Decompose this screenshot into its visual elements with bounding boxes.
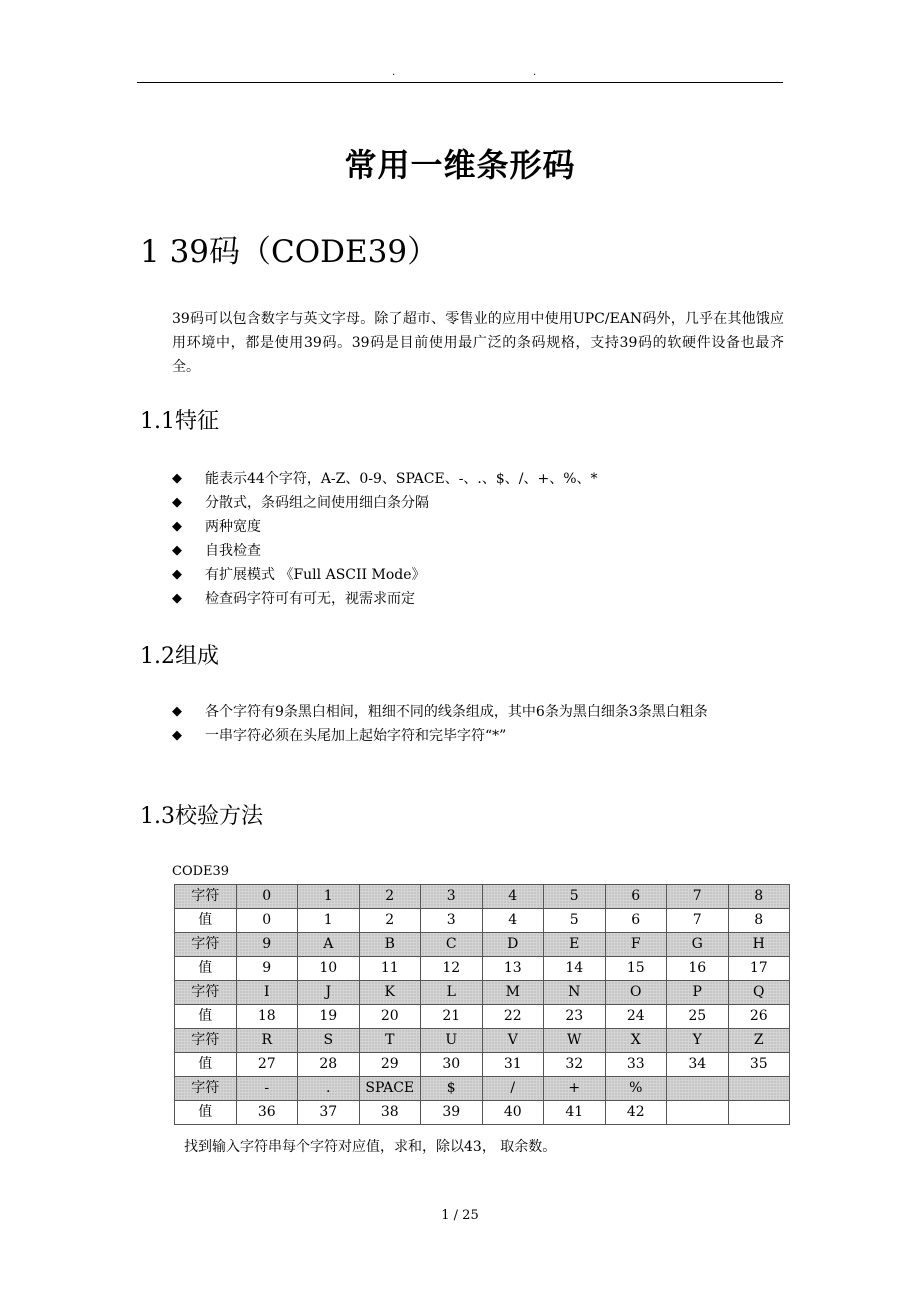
table-cell: 33 xyxy=(605,1053,667,1077)
list-item-text: 自我检查 xyxy=(205,543,261,559)
table-cell: L xyxy=(421,981,483,1005)
table-cell: 13 xyxy=(482,957,544,981)
table-cell: . xyxy=(298,1077,360,1101)
table-cell: 39 xyxy=(421,1101,483,1125)
table-cell: 16 xyxy=(667,957,729,981)
table-cell: + xyxy=(544,1077,606,1101)
list-item-text: 一串字符必须在头尾加上起始字符和完毕字符“*” xyxy=(205,728,507,744)
table-cell: 0 xyxy=(236,885,298,909)
table-cell: N xyxy=(544,981,606,1005)
table-cell: 27 xyxy=(236,1053,298,1077)
header-dot-left: . xyxy=(392,67,396,78)
table-cell: 21 xyxy=(421,1005,483,1029)
list-item-text: 能表示44个字符，A-Z、0-9、SPACE、-、.、$、/、+、%、* xyxy=(205,471,598,487)
table-cell: 7 xyxy=(667,909,729,933)
table-cell: 14 xyxy=(544,957,606,981)
table-row-header: 值 xyxy=(175,957,237,981)
table-row-header: 字符 xyxy=(175,1029,237,1053)
table-cell: 2 xyxy=(359,885,421,909)
table-cell: 3 xyxy=(421,885,483,909)
list-item-text: 各个字符有9条黑白相间，粗细不同的线条组成，其中6条为黑白细条3条黑白粗条 xyxy=(205,704,708,720)
table-cell: 3 xyxy=(421,909,483,933)
table-cell: V xyxy=(482,1029,544,1053)
diamond-bullet-icon: ◆ xyxy=(172,567,182,582)
table-cell: O xyxy=(605,981,667,1005)
table-cell: J xyxy=(298,981,360,1005)
table-row-header: 值 xyxy=(175,909,237,933)
table-cell: Y xyxy=(667,1029,729,1053)
table-cell: 7 xyxy=(667,885,729,909)
list-item-text: 检查码字符可有可无，视需求而定 xyxy=(205,591,415,607)
table-cell: 2 xyxy=(359,909,421,933)
table-cell: 36 xyxy=(236,1101,298,1125)
table-cell: SPACE xyxy=(359,1077,421,1101)
table-cell xyxy=(667,1077,729,1101)
list-item xyxy=(172,491,784,515)
table-cell: 24 xyxy=(605,1005,667,1029)
diamond-bullet-icon: ◆ xyxy=(172,495,182,510)
table-row xyxy=(175,1077,790,1101)
diamond-bullet-icon: ◆ xyxy=(172,519,182,534)
diamond-bullet-icon: ◆ xyxy=(172,471,182,486)
table-cell: X xyxy=(605,1029,667,1053)
table-caption: CODE39 xyxy=(172,864,230,879)
table-row xyxy=(175,1029,790,1053)
table-cell: 35 xyxy=(728,1053,790,1077)
table-cell: 6 xyxy=(605,885,667,909)
table-cell xyxy=(667,1101,729,1125)
table-cell: A xyxy=(298,933,360,957)
list-item-text: 有扩展模式 《Full ASCII Mode》 xyxy=(205,567,426,583)
table-cell: 1 xyxy=(298,885,360,909)
table-row-header: 字符 xyxy=(175,885,237,909)
table-cell: 34 xyxy=(667,1053,729,1077)
table-cell: 4 xyxy=(482,909,544,933)
table-cell: T xyxy=(359,1029,421,1053)
table-cell: 6 xyxy=(605,909,667,933)
list-item xyxy=(172,724,784,748)
diamond-bullet-icon: ◆ xyxy=(172,728,182,743)
table-row-header: 字符 xyxy=(175,1077,237,1101)
page-number: 1 / 25 xyxy=(441,1208,479,1223)
table-cell: - xyxy=(236,1077,298,1101)
table-cell: 12 xyxy=(421,957,483,981)
table-cell: $ xyxy=(421,1077,483,1101)
table-cell: 8 xyxy=(728,885,790,909)
table-cell: 31 xyxy=(482,1053,544,1077)
table-cell: 17 xyxy=(728,957,790,981)
table-row-header: 值 xyxy=(175,1005,237,1029)
table-cell: 8 xyxy=(728,909,790,933)
table-row xyxy=(175,957,790,981)
table-cell: 11 xyxy=(359,957,421,981)
table-cell: 9 xyxy=(236,957,298,981)
table-cell: 5 xyxy=(544,885,606,909)
table-row xyxy=(175,1053,790,1077)
table-cell: E xyxy=(544,933,606,957)
section-heading-composition: 1.2组成 xyxy=(140,644,219,669)
table-cell: 40 xyxy=(482,1101,544,1125)
table-cell: 29 xyxy=(359,1053,421,1077)
code39-value-table xyxy=(174,884,790,1125)
table-row xyxy=(175,1005,790,1029)
table-row xyxy=(175,981,790,1005)
checksum-note: 找到输入字符串每个字符对应值，求和，除以43， 取余数。 xyxy=(184,1139,557,1155)
table-row-header: 字符 xyxy=(175,981,237,1005)
table-cell: / xyxy=(482,1077,544,1101)
table-cell: B xyxy=(359,933,421,957)
table-cell: S xyxy=(298,1029,360,1053)
table-cell: H xyxy=(728,933,790,957)
table-row xyxy=(175,885,790,909)
table-cell: 42 xyxy=(605,1101,667,1125)
table-cell: 22 xyxy=(482,1005,544,1029)
list-item xyxy=(172,587,784,611)
table-cell: 18 xyxy=(236,1005,298,1029)
table-cell: Z xyxy=(728,1029,790,1053)
table-cell: I xyxy=(236,981,298,1005)
table-cell: 41 xyxy=(544,1101,606,1125)
list-item-text: 分散式，条码组之间使用细白条分隔 xyxy=(205,495,429,511)
table-cell: 30 xyxy=(421,1053,483,1077)
intro-paragraph: 39码可以包含数字与英文字母。除了超市、零售业的应用中使用UPC/EAN码外，几乎在其他饿应用环境中，都是使用39码。39码是目前使用最广泛的条码规格，支持39码的软硬件设备也最齐全。 xyxy=(172,311,784,375)
table-cell: 26 xyxy=(728,1005,790,1029)
table-cell: C xyxy=(421,933,483,957)
header-dot-right: . xyxy=(533,67,537,78)
table-cell: 10 xyxy=(298,957,360,981)
composition-list xyxy=(172,700,784,748)
table-cell: 15 xyxy=(605,957,667,981)
table-cell: 0 xyxy=(236,909,298,933)
table-cell: F xyxy=(605,933,667,957)
diamond-bullet-icon: ◆ xyxy=(172,543,182,558)
table-cell: 19 xyxy=(298,1005,360,1029)
table-cell: 28 xyxy=(298,1053,360,1077)
table-cell: K xyxy=(359,981,421,1005)
table-cell: 25 xyxy=(667,1005,729,1029)
table-cell: 4 xyxy=(482,885,544,909)
document-title: 常用一维条形码 xyxy=(344,146,576,184)
table-cell: R xyxy=(236,1029,298,1053)
table-row-header: 值 xyxy=(175,1101,237,1125)
diamond-bullet-icon: ◆ xyxy=(172,591,182,606)
list-item xyxy=(172,700,784,724)
table-cell xyxy=(728,1077,790,1101)
table-row xyxy=(175,933,790,957)
table-cell: 20 xyxy=(359,1005,421,1029)
section-heading-code39: 1 39码（CODE39） xyxy=(140,234,439,270)
table-cell: 37 xyxy=(298,1101,360,1125)
table-row-header: 值 xyxy=(175,1053,237,1077)
table-cell: 1 xyxy=(298,909,360,933)
table-row xyxy=(175,909,790,933)
table-cell: 38 xyxy=(359,1101,421,1125)
table-row xyxy=(175,1101,790,1125)
table-cell: G xyxy=(667,933,729,957)
section-heading-features: 1.1特征 xyxy=(140,409,219,434)
table-cell: 23 xyxy=(544,1005,606,1029)
list-item-text: 两种宽度 xyxy=(205,519,261,535)
features-list xyxy=(172,467,784,611)
table-cell: 32 xyxy=(544,1053,606,1077)
list-item xyxy=(172,515,784,539)
table-cell: 9 xyxy=(236,933,298,957)
table-cell: Q xyxy=(728,981,790,1005)
table-cell: 5 xyxy=(544,909,606,933)
table-cell xyxy=(728,1101,790,1125)
table-cell: W xyxy=(544,1029,606,1053)
section-heading-checksum: 1.3校验方法 xyxy=(140,804,263,829)
list-item xyxy=(172,467,784,491)
header-rule xyxy=(137,82,783,83)
table-cell: M xyxy=(482,981,544,1005)
table-cell: P xyxy=(667,981,729,1005)
table-cell: U xyxy=(421,1029,483,1053)
diamond-bullet-icon: ◆ xyxy=(172,704,182,719)
table-row-header: 字符 xyxy=(175,933,237,957)
list-item xyxy=(172,563,784,587)
list-item xyxy=(172,539,784,563)
table-cell: % xyxy=(605,1077,667,1101)
table-cell: D xyxy=(482,933,544,957)
